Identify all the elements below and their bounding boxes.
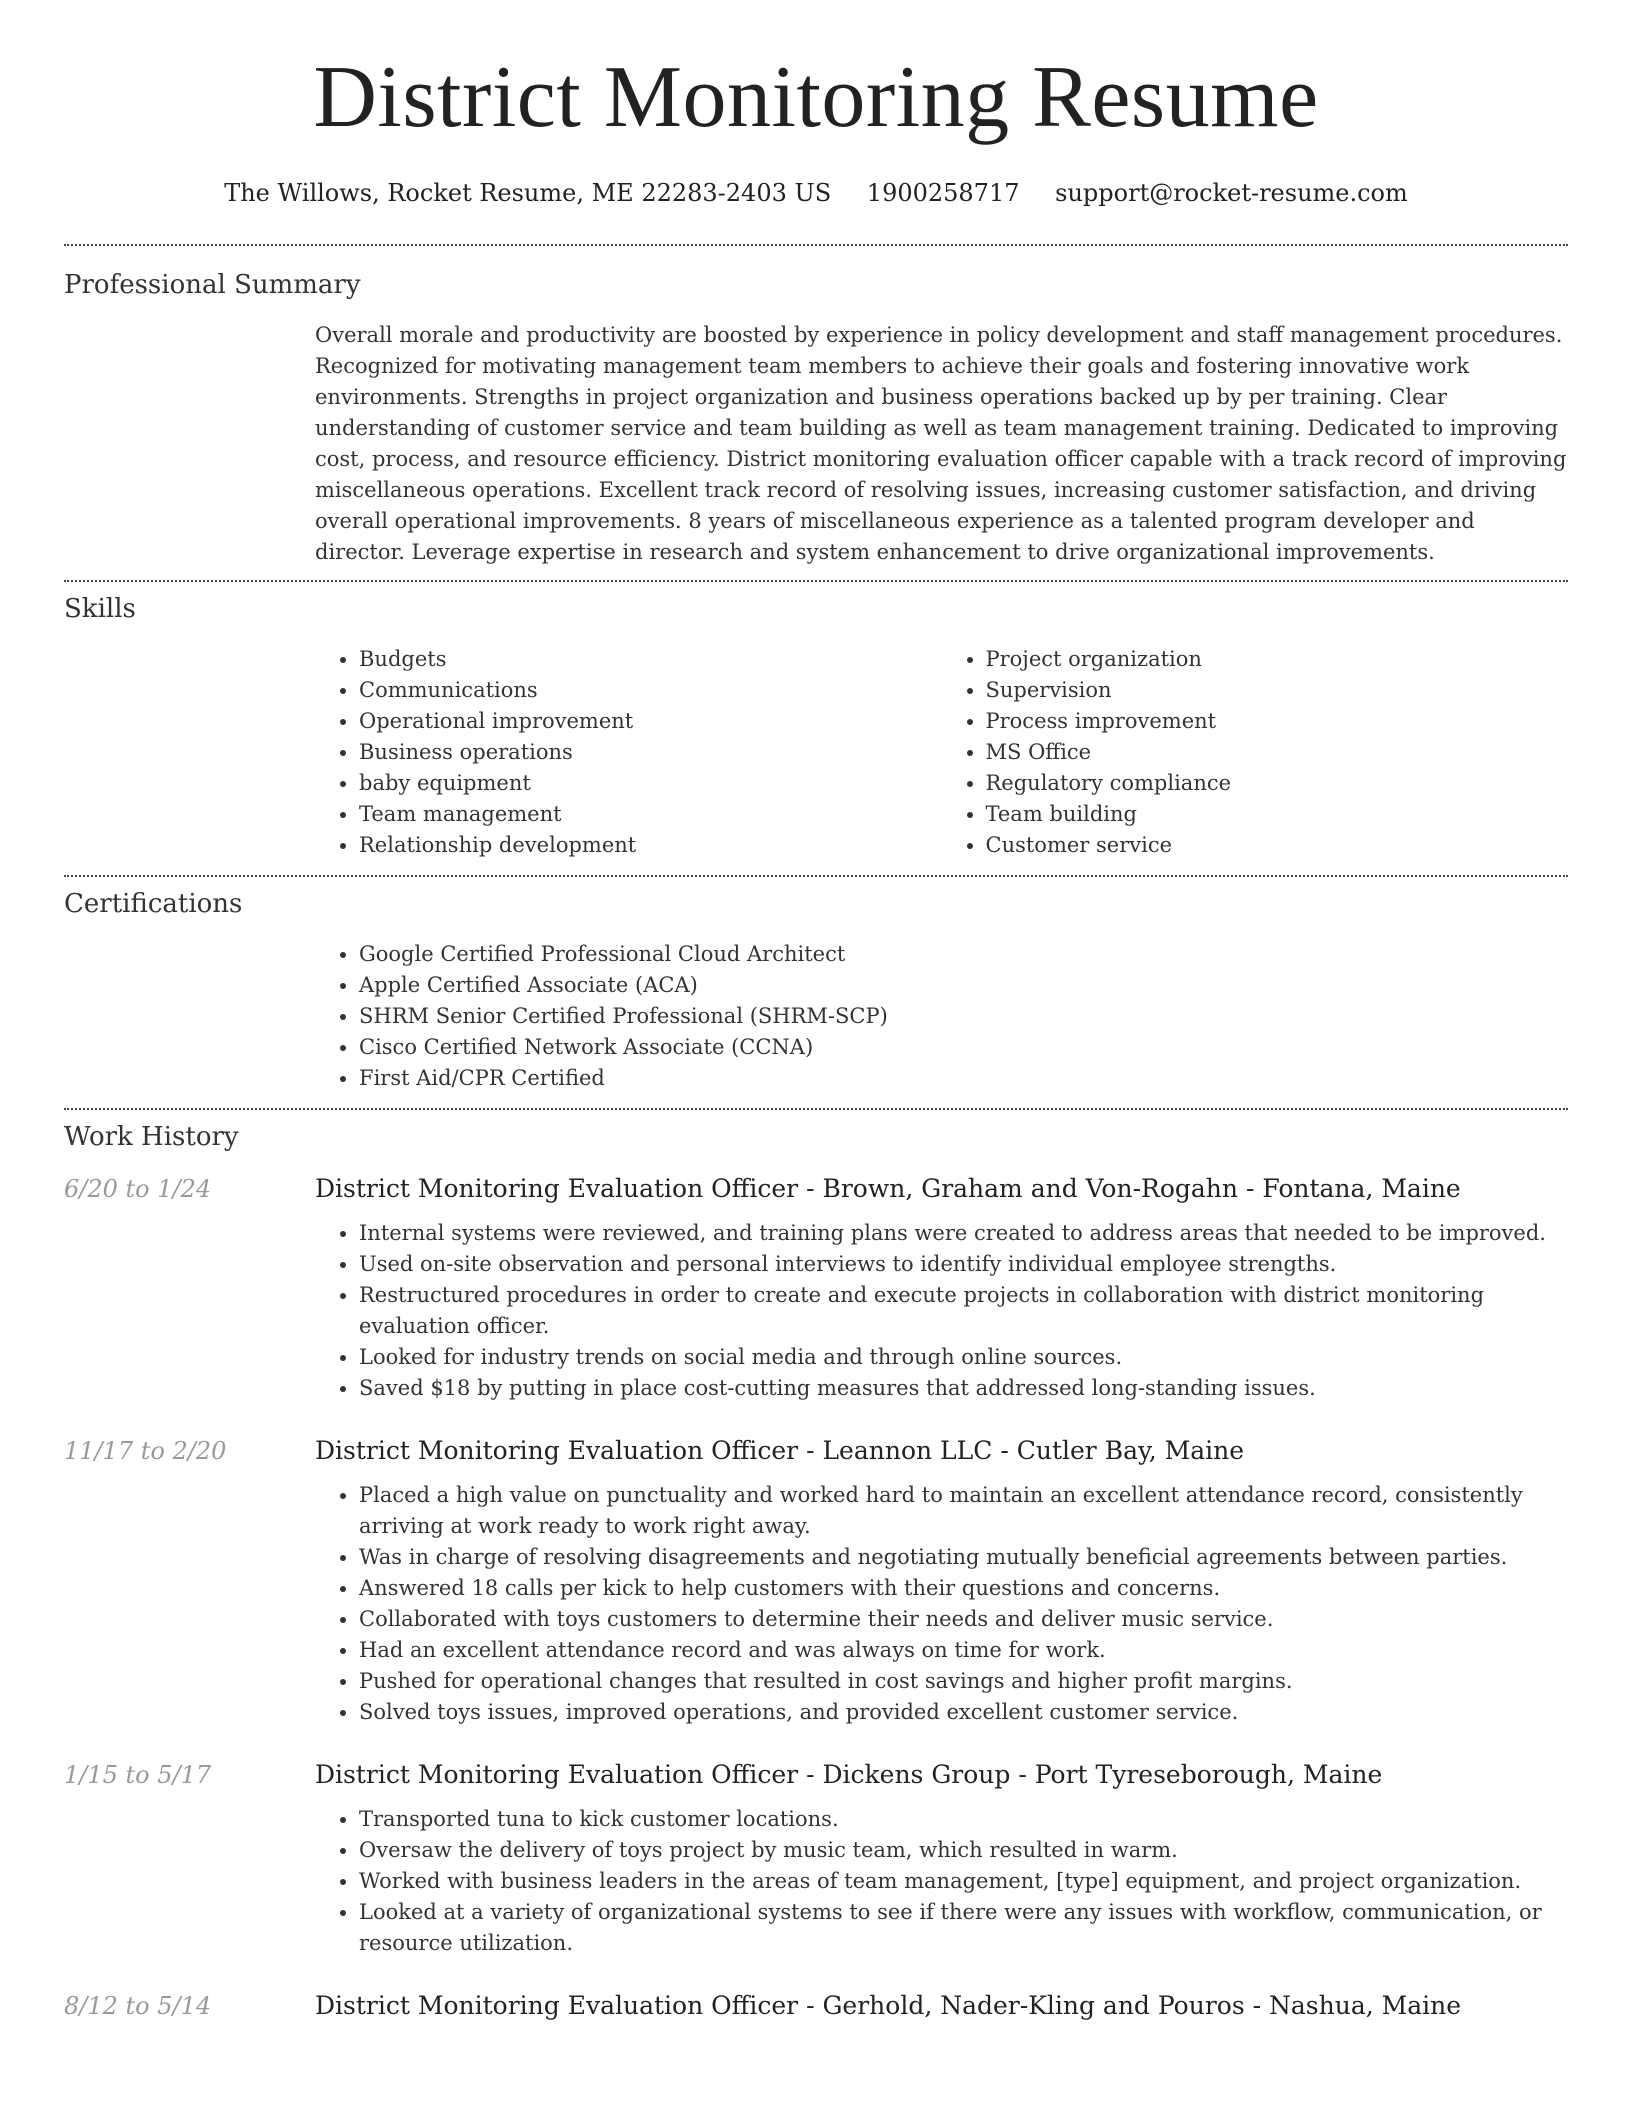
skills-list-left — [315, 644, 942, 861]
certification-item: • First Aid/CPR Certified — [359, 1063, 1568, 1094]
section-title-skills: Skills — [64, 594, 136, 624]
skills-section — [64, 582, 1568, 875]
job-heading: District Monitoring Evaluation Officer - Brown, Graham and Von-Rogahn - Fontana, Maine — [315, 1174, 1461, 1203]
job-bullet: • Restructured procedures in order to create and execute projects in collaboration with district monitoring evaluation officer. — [359, 1280, 1568, 1342]
job-dates: 8/12 to 5/14 — [64, 1992, 212, 2020]
job-details — [315, 1989, 1568, 2035]
contact-address: The Willows, Rocket Resume, ME 22283-2403 US — [224, 179, 832, 207]
section-title-summary: Professional Summary — [64, 270, 361, 300]
job-entry — [64, 1172, 1568, 1416]
skill-item: • MS Office — [986, 737, 1569, 768]
skill-item: • Customer service — [986, 830, 1569, 861]
skill-item: • Communications — [359, 675, 942, 706]
job-bullet: • Collaborated with toys customers to determine their needs and deliver music service. — [359, 1604, 1568, 1635]
skill-item: • Supervision — [986, 675, 1569, 706]
skill-item: • Relationship development — [359, 830, 942, 861]
contact-phone: 1900258717 — [866, 179, 1020, 207]
summary-section — [64, 246, 1568, 580]
job-bullet: • Saved $18 by putting in place cost-cutting measures that addressed long-standing issues. — [359, 1373, 1568, 1404]
job-bullet: • Worked with business leaders in the areas of team management, [type] equipment, and project organization. — [359, 1866, 1568, 1897]
skill-item: • Operational improvement — [359, 706, 942, 737]
job-details — [315, 1434, 1568, 1740]
skills-body — [315, 626, 1568, 875]
job-dates: 1/15 to 5/17 — [64, 1761, 212, 1789]
job-bullet: • Had an excellent attendance record and was always on time for work. — [359, 1635, 1568, 1666]
certification-item: • Apple Certified Associate (ACA) — [359, 970, 1568, 1001]
certifications-list — [315, 939, 1568, 1094]
certifications-section — [64, 877, 1568, 1108]
skill-item: • Regulatory compliance — [986, 768, 1569, 799]
job-dates: 6/20 to 1/24 — [64, 1175, 212, 1203]
job-bullet: • Looked at a variety of organizational systems to see if there were any issues with workflow, communication, or resource utilization. — [359, 1897, 1568, 1959]
job-bullet: • Oversaw the delivery of toys project by music team, which resulted in warm. — [359, 1835, 1568, 1866]
section-title-work-history: Work History — [64, 1122, 239, 1152]
certification-item: • Cisco Certified Network Associate (CCNA) — [359, 1032, 1568, 1063]
skill-item: • Business operations — [359, 737, 942, 768]
summary-body — [315, 302, 1568, 580]
certifications-body — [315, 921, 1568, 1108]
job-bullet: • Answered 18 calls per kick to help customers with their questions and concerns. — [359, 1573, 1568, 1604]
job-bullet: • Pushed for operational changes that resulted in cost savings and higher profit margins. — [359, 1666, 1568, 1697]
resume-header — [0, 0, 1632, 210]
contact-email: support@rocket-resume.com — [1055, 179, 1408, 207]
job-bullet: • Placed a high value on punctuality and worked hard to maintain an excellent attendance record, consistently arriving at work ready to work right away. — [359, 1480, 1568, 1542]
job-bullet: • Used on-site observation and personal interviews to identify individual employee strengths. — [359, 1249, 1568, 1280]
job-details — [315, 1758, 1568, 1971]
certification-item: • Google Certified Professional Cloud Architect — [359, 939, 1568, 970]
job-bullets — [315, 1804, 1568, 1971]
skill-item: • Budgets — [359, 644, 942, 675]
skills-list-right — [942, 644, 1569, 861]
section-title-certifications: Certifications — [64, 889, 243, 919]
job-heading: District Monitoring Evaluation Officer - Leannon LLC - Cutler Bay, Maine — [315, 1436, 1245, 1465]
job-bullets — [315, 1218, 1568, 1416]
skill-item: • Team building — [986, 799, 1569, 830]
job-bullet: • Looked for industry trends on social media and through online sources. — [359, 1342, 1568, 1373]
job-details — [315, 1172, 1568, 1416]
skill-item: • Project organization — [986, 644, 1569, 675]
skill-item: • Team management — [359, 799, 942, 830]
contact-line — [0, 176, 1632, 210]
job-bullet: • Was in charge of resolving disagreements and negotiating mutually beneficial agreements between parties. — [359, 1542, 1568, 1573]
skill-item: • Process improvement — [986, 706, 1569, 737]
job-entry — [64, 1758, 1568, 1971]
skill-item: • baby equipment — [359, 768, 942, 799]
job-heading: District Monitoring Evaluation Officer - Dickens Group - Port Tyreseborough, Maine — [315, 1760, 1383, 1789]
job-entry — [64, 1989, 1568, 2035]
job-heading: District Monitoring Evaluation Officer - Gerhold, Nader-Kling and Pouros - Nashua, Maine — [315, 1991, 1462, 2020]
job-entry — [64, 1434, 1568, 1740]
certification-item: • SHRM Senior Certified Professional (SHRM-SCP) — [359, 1001, 1568, 1032]
summary-text: Overall morale and productivity are boosted by experience in policy development and staff management procedures. Recognized for motivating management team members to achieve their goals and fostering innovative work environments. Strengths in project organization and business operations backed up by per training. Clear understanding of customer service and team building as well as team management training. Dedicated to improving cost, process, and resource efficiency. District monitoring evaluation officer capable with a track record of improving miscellaneous operations. Excellent track record of resolving issues, increasing customer satisfaction, and driving overall operational improvements. 8 years of miscellaneous experience as a talented program developer and director. Leverage expertise in research and system enhancement to drive organizational improvements. — [315, 323, 1567, 564]
job-bullets — [315, 1480, 1568, 1740]
job-bullet: • Transported tuna to kick customer locations. — [359, 1804, 1568, 1835]
job-bullet: • Solved toys issues, improved operations, and provided excellent customer service. — [359, 1697, 1568, 1728]
job-dates: 11/17 to 2/20 — [64, 1437, 227, 1465]
resume-title: District Monitoring Resume — [313, 49, 1319, 146]
job-bullet: • Internal systems were reviewed, and training plans were created to address areas that needed to be improved. — [359, 1218, 1568, 1249]
work-history-section — [64, 1110, 1568, 2035]
